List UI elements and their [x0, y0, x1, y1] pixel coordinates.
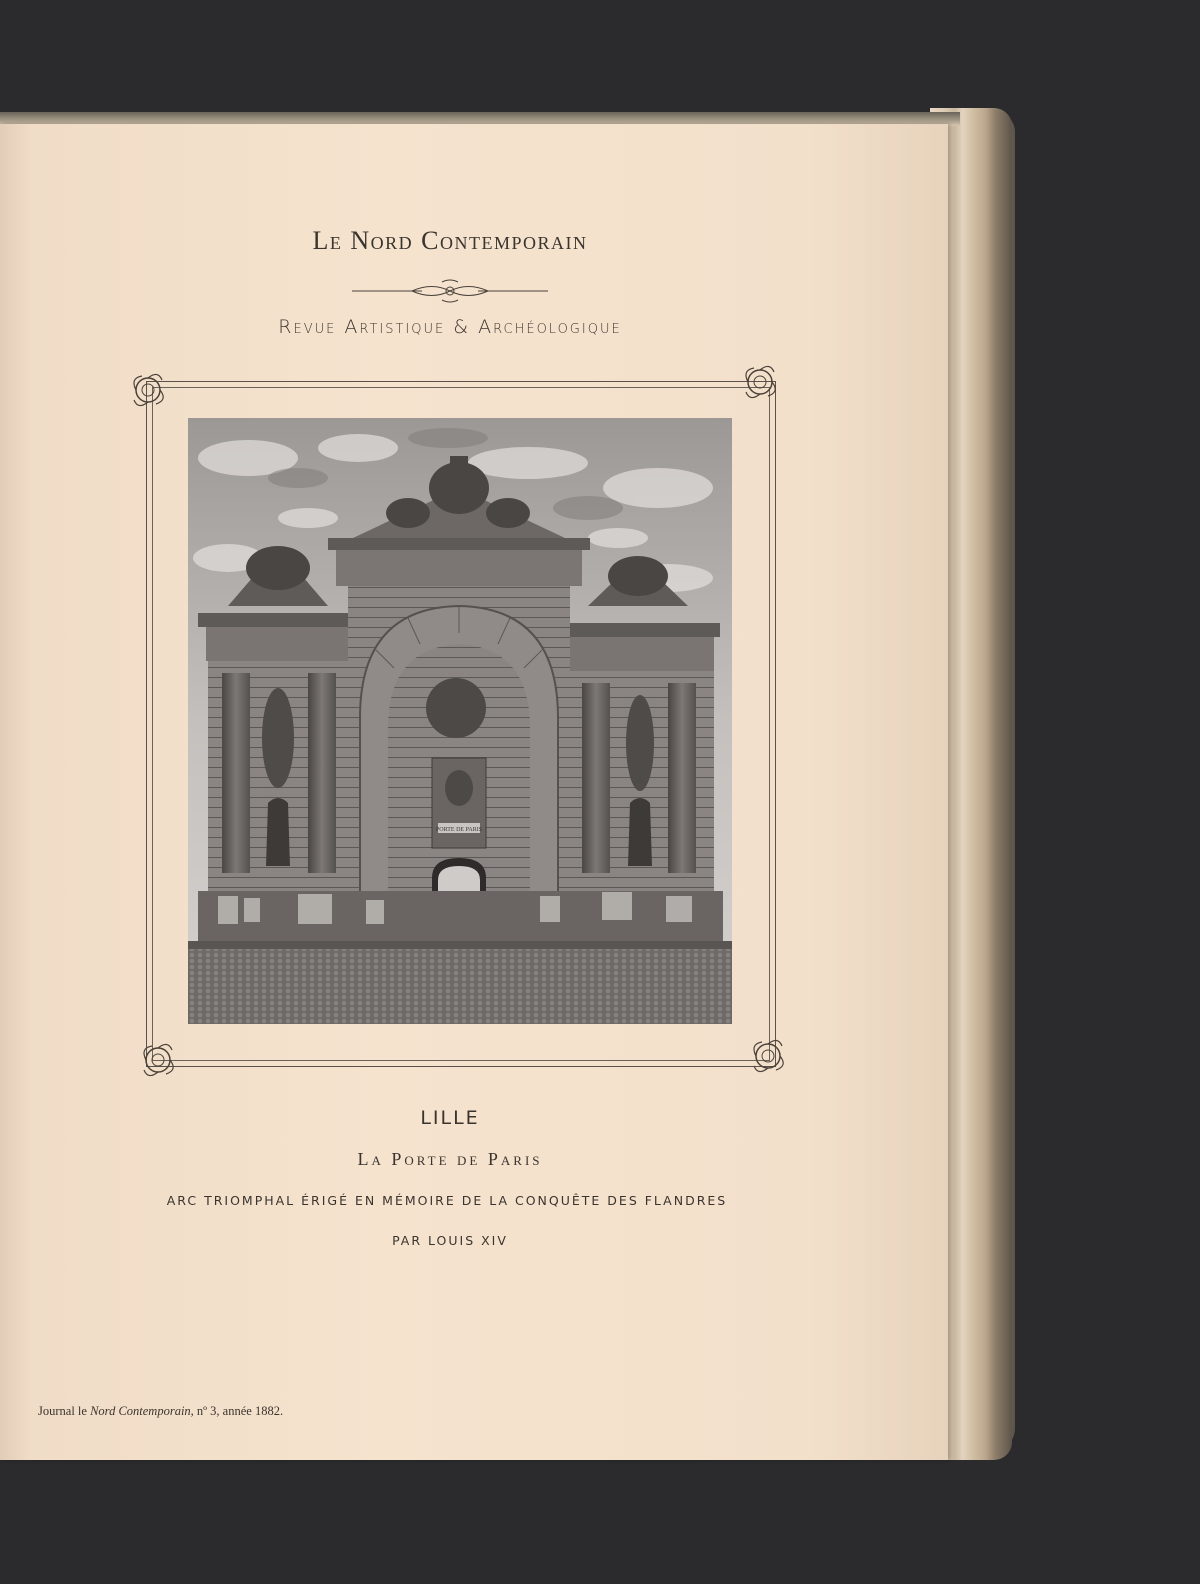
plate-attribution: PAR LOUIS XIV: [392, 1233, 508, 1248]
corner-ornament-top-right: [740, 362, 780, 402]
porte-de-paris-photograph: [188, 418, 732, 1024]
page-footer: [38, 1404, 283, 1419]
triumphal-arch-illustration: [188, 418, 732, 1024]
corner-ornament-bottom-right: [748, 1036, 788, 1076]
divider-ornament: [352, 278, 548, 304]
plate-name: La Porte de Paris: [357, 1149, 543, 1169]
arch-inscription: PORTE DE PARIS: [435, 827, 483, 833]
journal-subtitle: Revue Artistique & Archéologique: [278, 316, 622, 338]
plate-description: ARC TRIOMPHAL ÉRIGÉ EN MÉMOIRE DE LA CONQUÊTE DES FLANDRES: [166, 1193, 728, 1208]
footer-journal-name: Nord Contemporain: [90, 1404, 191, 1418]
footer-suffix: , nº 3, année 1882.: [190, 1404, 284, 1418]
corner-ornament-bottom-left: [138, 1040, 178, 1080]
footer-prefix: Journal le: [38, 1404, 91, 1418]
corner-ornament-top-left: [128, 370, 168, 410]
journal-title: Le Nord Contemporain: [312, 226, 588, 255]
plate-city: LILLE: [420, 1107, 480, 1129]
